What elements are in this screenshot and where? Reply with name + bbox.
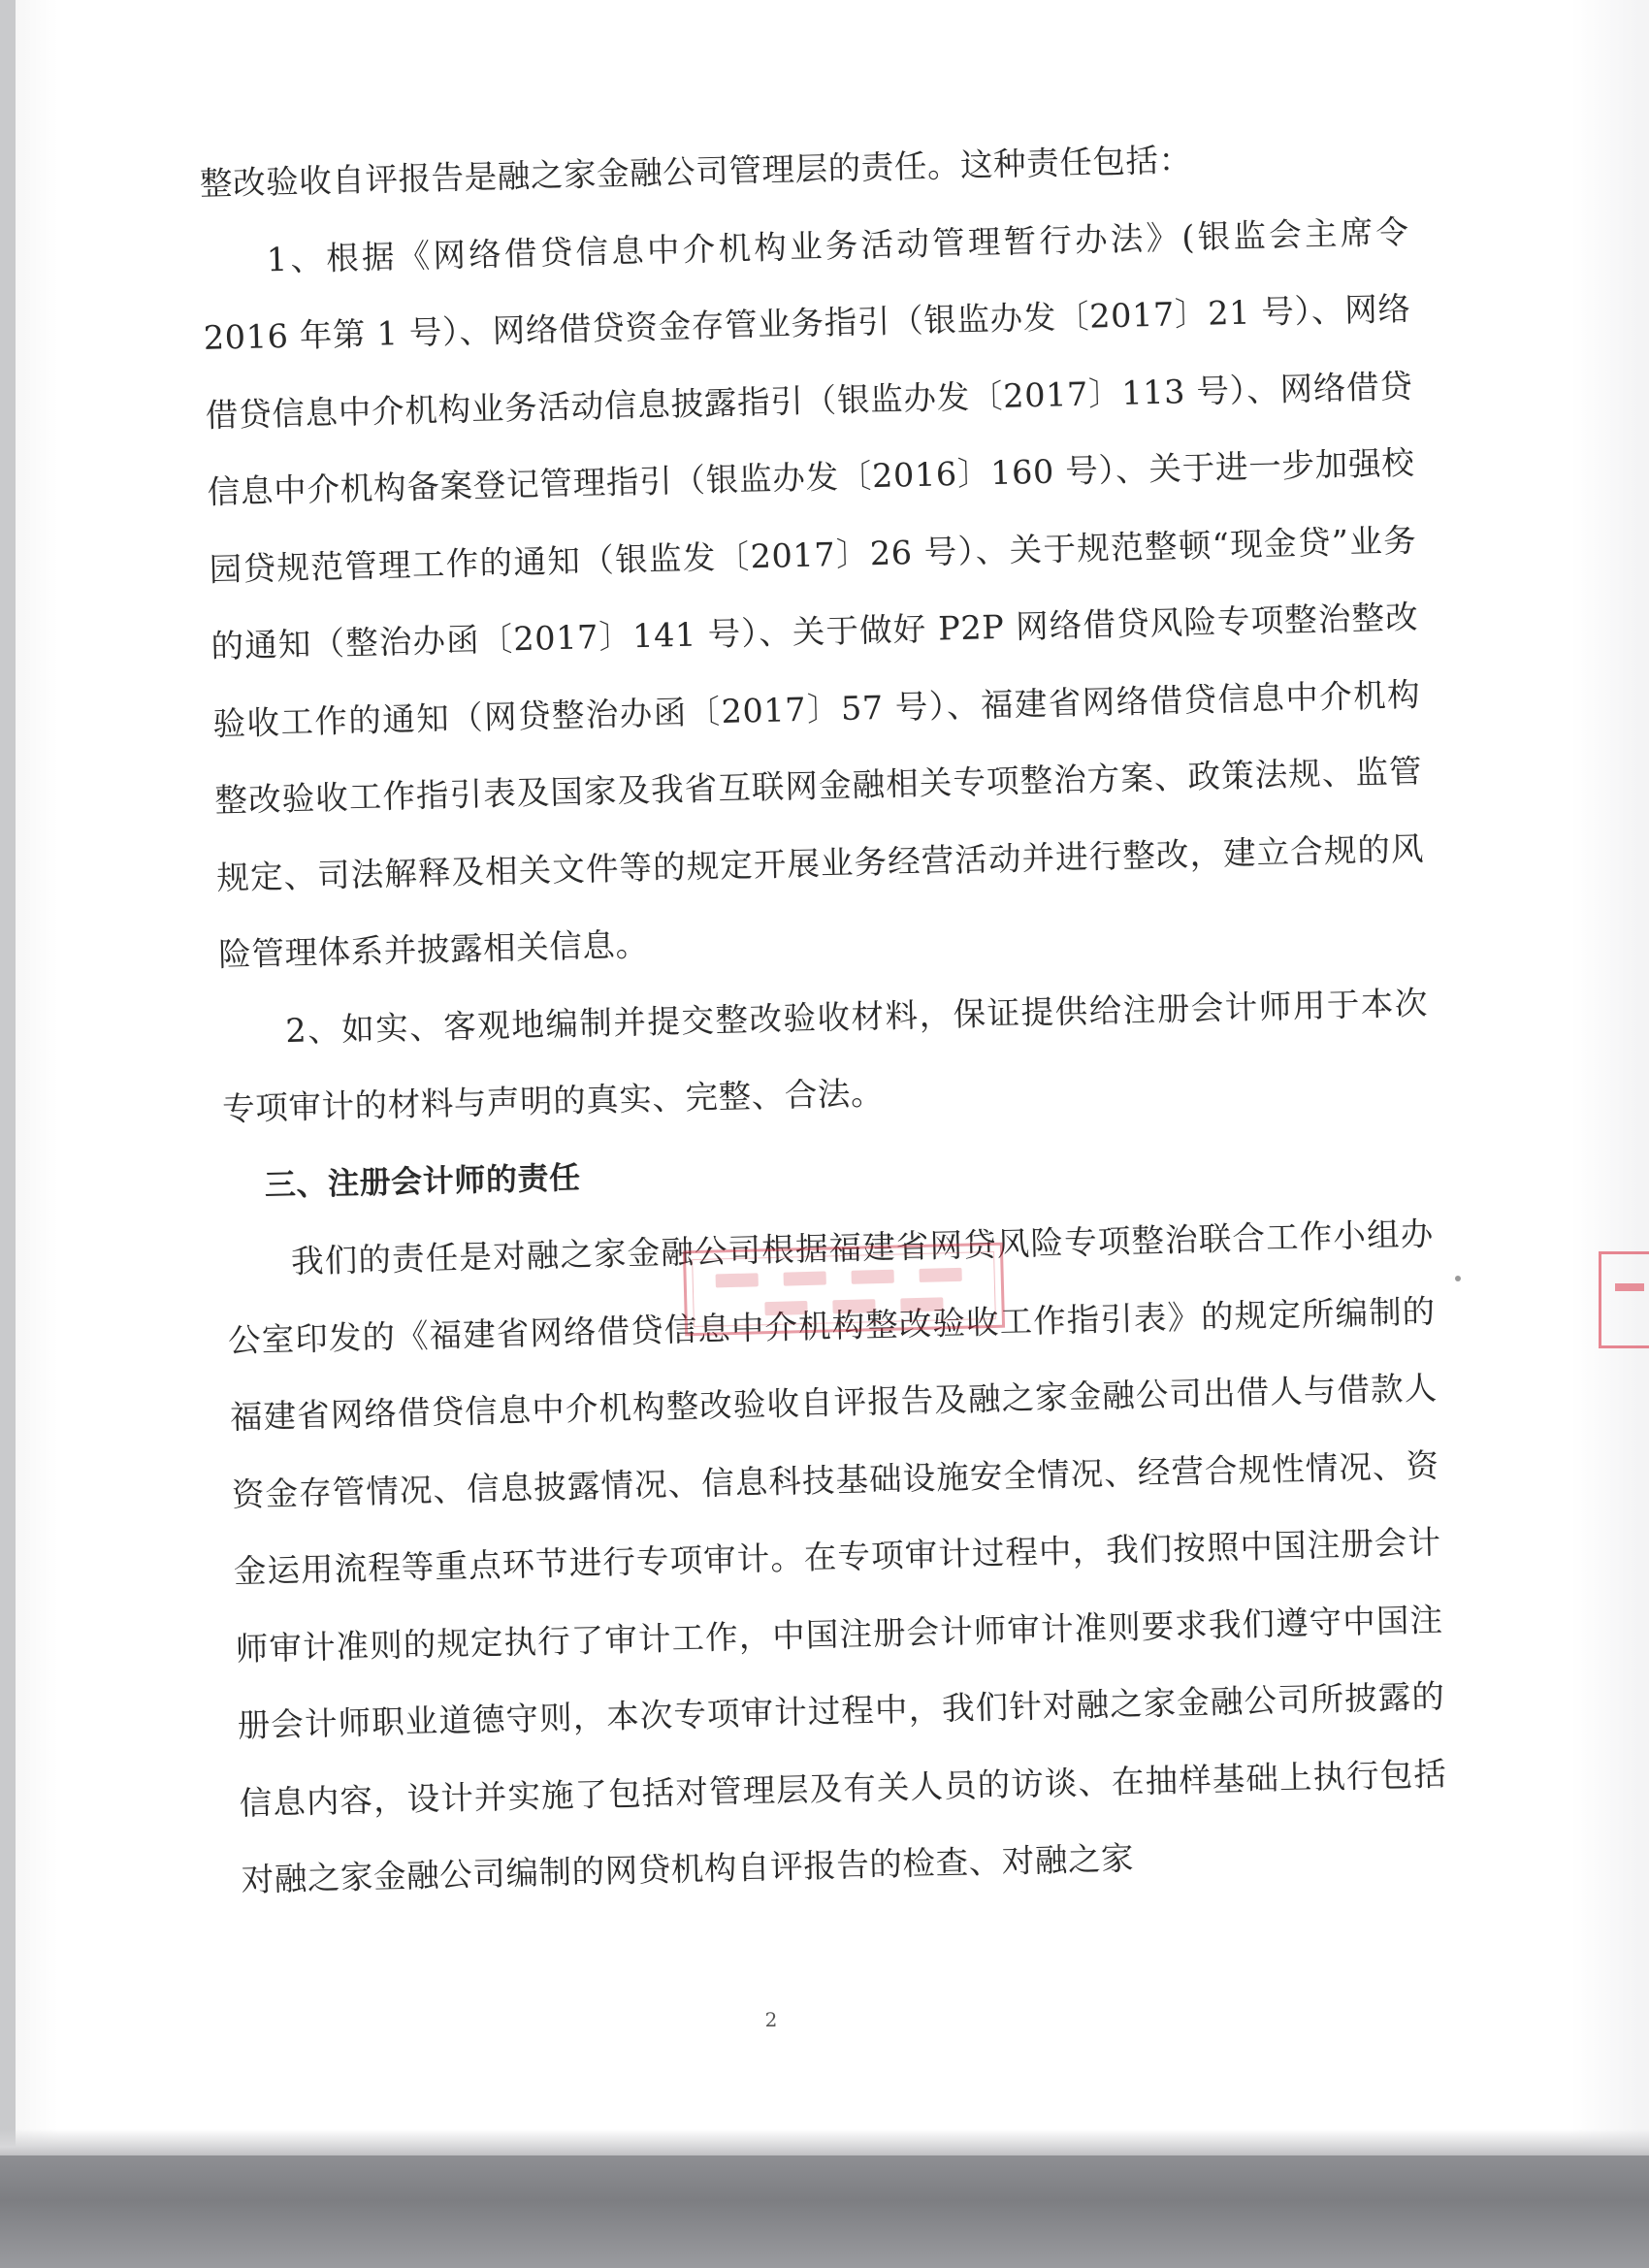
section-heading: 三、注册会计师的责任	[264, 1158, 582, 1204]
responsibility-item-2: 2、如实、客观地编制并提交整改验收材料，保证提供给注册会计师用于本次专项审计的材料与声明的真实、完整、合法。	[221, 983, 1429, 1128]
responsibility-item-1: 1、根据《网络借贷信息中介机构业务活动管理暂行办法》(银监会主席令 2016 年第 1 号）、网络借贷资金存管业务指引（银监办发〔2017〕21 号）、网络借贷信息中介机构业务活动信息披露指引（银监办发〔2017〕113 号）、网络借贷信息中介机构备案登记管理指引（银监办发〔2016〕160 号）、关于进一步加强校园贷规范管理工作的通知（银监发〔2017〕26 号）、关于规范整顿“现金贷”业务的通知（整治办函〔2017〕141 号）、关于做好 P2P 网络借贷风险专项整治整改验收工作的通知（网贷整治办函〔2017〕57 号）、福建省网络借贷信息中介机构整改验收工作指引表及国家及我省互联网金融相关专项整治方案、政策法规、监管规定、司法解释及相关文件等的规定开展业务经营活动并进行整改，建立合规的风险管理体系并披露相关信息。	[203, 212, 1425, 974]
body-text	[199, 116, 1449, 1919]
intro-paragraph: 整改验收自评报告是融之家金融公司管理层的责任。这种责任包括：	[199, 140, 1193, 203]
seal-stamp	[683, 1243, 1005, 1337]
page-left-edge	[0, 0, 16, 2154]
edge-seal-stamp	[1599, 1251, 1649, 1348]
page-number: 2	[764, 2008, 778, 2031]
page-bottom-shadow	[0, 2129, 1649, 2158]
auditor-responsibility-paragraph: 我们的责任是对融之家金融公司根据福建省网贷风险专项整治联合工作小组办公室印发的《福建省网络借贷信息中介机构整改验收工作指引表》的规定所编制的福建省网络借贷信息中介机构整改验收自评报告及融之家金融公司出借人与借款人资金存管情况、信息披露情况、信息科技基础设施安全情况、经营合规性情况、资金运用流程等重点环节进行专项审计。在专项审计过程中，我们按照中国注册会计师审计准则的规定执行了审计工作，中国注册会计师审计准则要求我们遵守中国注册会计师职业道德守则，本次专项审计过程中，我们针对融之家金融公司所披露的信息内容，设计并实施了包括对管理层及有关人员的访谈、在抽样基础上执行包括对融之家金融公司编制的网贷机构自评报告的检查、对融之家	[227, 1215, 1447, 1899]
scan-speck	[1455, 1276, 1461, 1281]
scanner-bed	[0, 2155, 1649, 2268]
